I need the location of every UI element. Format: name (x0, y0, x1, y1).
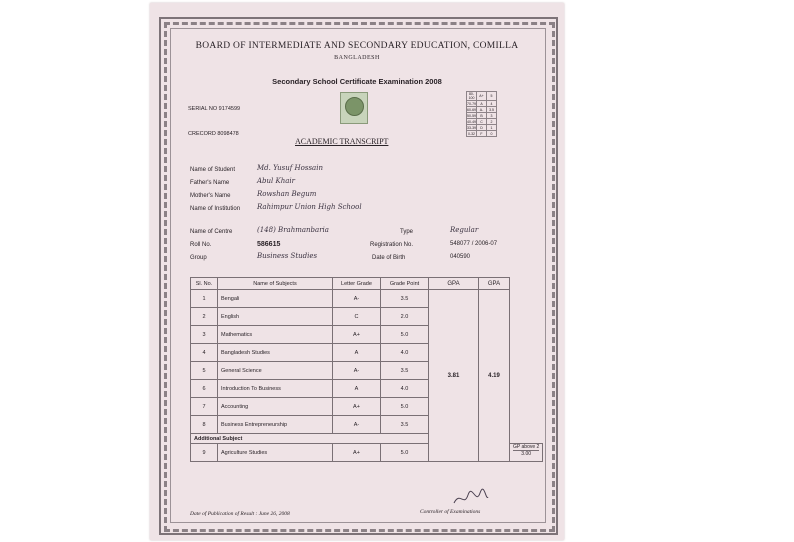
grade-scale-cell: B (477, 113, 487, 119)
cell-sl: 9 (191, 444, 218, 462)
cell-grade-point: 3.5 (381, 290, 429, 308)
transcript-sheet (150, 3, 564, 540)
mother-name-value: Rowshan Begum (257, 190, 317, 198)
header-subject: Name of Subjects (218, 278, 333, 290)
cell-letter-grade: A- (333, 290, 381, 308)
grade-scale-cell: 70-79 (467, 101, 476, 106)
gp-above-value: 3.00 (521, 451, 532, 457)
mother-name-label: Mother's Name (190, 193, 231, 199)
grade-scale-cell: 3.5 (487, 107, 497, 113)
cell-subject: Accounting (218, 398, 333, 416)
grade-scale-cell: C (477, 119, 487, 125)
country-name: BANGLADESH (334, 55, 380, 61)
gpa-with-additional: 4.19 (479, 290, 510, 462)
cell-subject: Mathematics (218, 326, 333, 344)
cell-sl: 1 (191, 290, 218, 308)
cell-sl: 6 (191, 380, 218, 398)
grade-scale-cell: A (477, 101, 487, 107)
cell-subject: Bengali (218, 290, 333, 308)
father-name-label: Father's Name (190, 180, 230, 186)
transcript-title: ACADEMIC TRANSCRIPT (295, 137, 389, 146)
cell-letter-grade: A+ (333, 326, 381, 344)
grade-scale-cell: 60-69 (467, 107, 476, 112)
record-number: CRECORD 8098478 (188, 131, 239, 137)
header-gpa-total: GPA (479, 278, 510, 290)
registration-value: 548077 / 2006-07 (450, 241, 498, 247)
header-gpa: GPA (429, 278, 479, 290)
grade-scale-row (467, 131, 497, 137)
grade-scale-cell: 5 (487, 92, 497, 101)
cell-letter-grade: A (333, 344, 381, 362)
board-name: BOARD OF INTERMEDIATE AND SECONDARY EDUCATION, COMILLA (195, 41, 519, 51)
cell-sl: 2 (191, 308, 218, 326)
grade-scale-cell: 40-49 (467, 119, 476, 124)
institution-value: Rahimpur Union High School (257, 203, 362, 211)
cell-letter-grade: A- (333, 362, 381, 380)
cell-letter-grade: C (333, 308, 381, 326)
centre-label: Name of Centre (190, 229, 233, 235)
cell-letter-grade: A+ (333, 444, 381, 462)
grade-scale-cell: 4 (487, 101, 497, 107)
group-value: Business Studies (257, 252, 318, 260)
grade-scale-cell: 1 (487, 125, 497, 131)
cell-grade-point: 5.0 (381, 444, 429, 462)
cell-subject: General Science (218, 362, 333, 380)
roll-value: 586615 (257, 241, 281, 248)
student-name-value: Md. Yusuf Hossain (257, 164, 323, 172)
roll-label: Roll No. (190, 242, 212, 248)
grade-scale-cell: 0 (487, 131, 497, 137)
grade-scale-cell: 0-32 (467, 131, 475, 136)
cell-sl: 5 (191, 362, 218, 380)
grades-table (190, 277, 543, 462)
publication-date: Date of Publication of Result : June 26, 2008 (190, 511, 290, 517)
header-letter-grade: Letter Grade (333, 278, 381, 290)
cell-sl: 7 (191, 398, 218, 416)
grade-scale-cell: 50-59 (467, 113, 476, 118)
cell-letter-grade: A+ (333, 398, 381, 416)
cell-sl: 8 (191, 416, 218, 434)
cell-subject: Introduction To Business (218, 380, 333, 398)
header-grade-point: Grade Point (381, 278, 429, 290)
cell-grade-point: 5.0 (381, 398, 429, 416)
cell-subject: Bangladesh Studies (218, 344, 333, 362)
cell-sl: 4 (191, 344, 218, 362)
cell-grade-point: 3.5 (381, 416, 429, 434)
type-label: Type (400, 229, 414, 235)
grade-scale-cell: A+ (477, 92, 487, 101)
father-name-value: Abul Khair (257, 177, 296, 185)
additional-subject-label: Additional Subject (191, 434, 429, 444)
group-label: Group (190, 255, 207, 261)
cell-sl: 3 (191, 326, 218, 344)
grade-scale-table (466, 91, 497, 137)
grade-scale-cell: D (477, 125, 487, 131)
exam-title: Secondary School Certificate Examination 2008 (272, 77, 442, 86)
student-name-label: Name of Student (190, 167, 236, 173)
grade-scale-cell: 33-39 (467, 125, 476, 130)
gpa-without-additional: 3.81 (429, 290, 479, 462)
grade-scale-row (467, 92, 497, 101)
table-row (191, 290, 543, 308)
cell-subject: Business Entrepreneurship (218, 416, 333, 434)
cell-grade-point: 5.0 (381, 326, 429, 344)
cell-letter-grade: A- (333, 416, 381, 434)
cell-letter-grade: A (333, 380, 381, 398)
grade-scale-cell: A- (477, 107, 487, 113)
gp-above-cell (510, 444, 543, 462)
grade-scale-cell: 80-100 (467, 92, 477, 101)
dob-value: 040590 (450, 254, 471, 260)
grade-scale-cell: 2 (487, 119, 497, 125)
cell-grade-point: 2.0 (381, 308, 429, 326)
cell-subject: English (218, 308, 333, 326)
cell-grade-point: 4.0 (381, 344, 429, 362)
dob-label: Date of Birth (372, 255, 406, 261)
serial-number: SERIAL NO 9174599 (188, 106, 241, 112)
grade-scale-cell: 3 (487, 113, 497, 119)
cell-subject: Agriculture Studies (218, 444, 333, 462)
cell-grade-point: 4.0 (381, 380, 429, 398)
gp-above-label: GP above 2 (513, 444, 540, 450)
header-sl: Sl. No. (191, 278, 218, 290)
signature-icon (450, 487, 490, 509)
centre-value: (148) Brahmanbaria (257, 226, 329, 234)
registration-label: Registration No. (370, 242, 414, 248)
grade-scale-cell: F (477, 131, 487, 137)
type-value: Regular (450, 226, 479, 234)
institution-label: Name of Institution (190, 206, 241, 212)
board-logo-icon (340, 92, 368, 124)
controller-label: Controller of Examinations (420, 509, 481, 515)
cell-grade-point: 3.5 (381, 362, 429, 380)
